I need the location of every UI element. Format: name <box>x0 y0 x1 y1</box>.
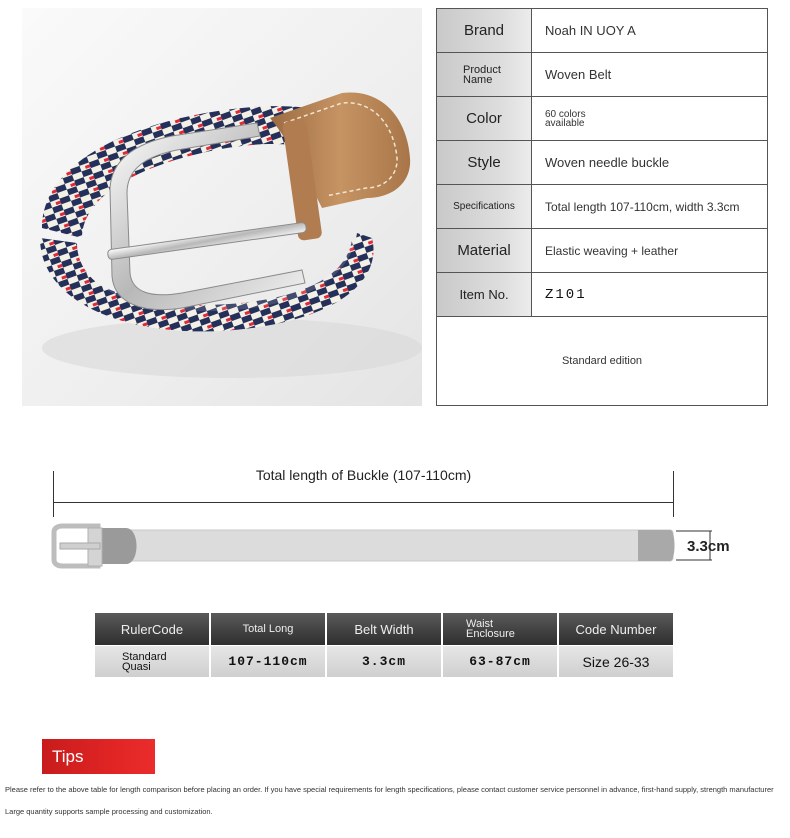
size-cell-code-number: Size 26-33 <box>559 646 673 677</box>
dimension-line <box>53 502 674 503</box>
size-header-code-number: Code Number <box>559 613 673 645</box>
spec-value: 60 colors available <box>545 108 586 129</box>
total-length-label: Total length of Buckle (107-110cm) <box>255 467 472 483</box>
size-header-ruler-code: RulerCode <box>95 613 209 645</box>
spec-value: Woven Belt <box>545 67 612 82</box>
spec-key: Color <box>437 97 532 140</box>
tips-line-1: Please refer to the above table for length comparison before placing an order. If you have special requirements for length specifications, please contact customer service personnel in advance, first-hand supply, strength manufacturer <box>5 785 774 794</box>
spec-key: Brand <box>437 9 532 52</box>
size-cell-standard: Standard Quasi <box>95 646 209 677</box>
size-table <box>95 613 673 677</box>
spec-row-style <box>437 141 767 185</box>
size-cell-belt-width: 3.3cm <box>327 646 441 677</box>
spec-row-color <box>437 97 767 141</box>
spec-value: Woven needle buckle <box>545 155 670 170</box>
size-header-waist-enclosure: Waist Enclosure <box>443 613 557 645</box>
tips-badge: Tips <box>42 739 155 774</box>
spec-value: Elastic weaving + leather <box>545 243 679 258</box>
product-photo <box>22 8 422 406</box>
size-header-total-long: Total Long <box>211 613 325 645</box>
spec-value: Total length 107-110cm, width 3.3cm <box>545 199 740 214</box>
woven-belt-image <box>22 8 422 406</box>
belt-diagram <box>48 522 728 572</box>
tips-line-2: Large quantity supports sample processing and customization. <box>5 807 213 816</box>
dimension-tick-right <box>673 471 674 517</box>
spec-value: Z101 <box>545 286 587 303</box>
size-header-belt-width: Belt Width <box>327 613 441 645</box>
spec-key: Product Name <box>437 53 532 96</box>
spec-row-brand <box>437 9 767 53</box>
belt-width-label: 3.3cm <box>687 538 730 555</box>
size-cell-waist-enclosure: 63-87cm <box>443 646 557 677</box>
size-cell-total-long: 107-110cm <box>211 646 325 677</box>
dimension-tick-left <box>53 471 54 517</box>
spec-footer: Standard edition <box>561 355 643 367</box>
spec-key: Specifications <box>437 185 532 228</box>
spec-key: Item No. <box>437 273 532 316</box>
spec-row-product-name <box>437 53 767 97</box>
spec-table <box>436 8 768 406</box>
spec-key: Style <box>437 141 532 184</box>
spec-row-material <box>437 229 767 273</box>
spec-value: Noah IN UOY A <box>545 23 636 38</box>
spec-key: Material <box>437 229 532 272</box>
spec-row-item-no <box>437 273 767 317</box>
spec-row-specifications <box>437 185 767 229</box>
